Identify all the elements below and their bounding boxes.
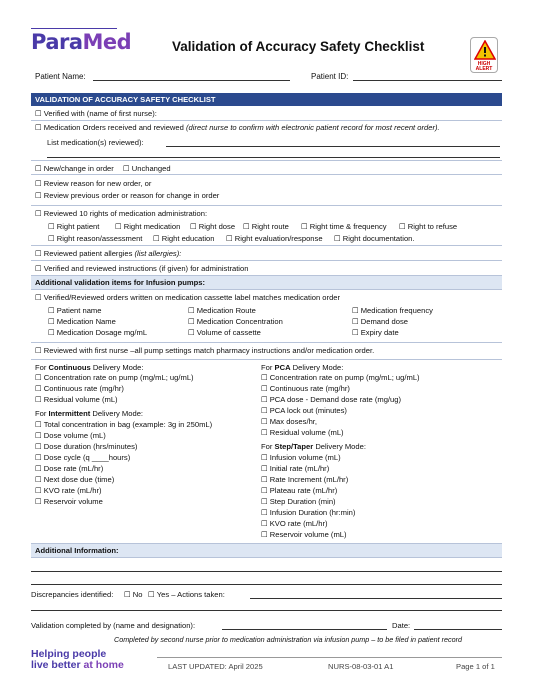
step-item[interactable]: ☐ Reservoir volume (mL)	[261, 530, 347, 540]
validation-by-field[interactable]	[222, 621, 387, 630]
section-header: VALIDATION OF ACCURACY SAFETY CHECKLIST	[31, 93, 502, 106]
patient-name-field[interactable]	[93, 72, 290, 81]
additional-info-label: Additional Information:	[35, 546, 119, 555]
footer-updated: LAST UPDATED: April 2025	[168, 662, 263, 671]
pump-settings-checkbox[interactable]: ☐ Reviewed with first nurse –all pump settings match pharmacy instructions and/or medication order.	[35, 346, 374, 356]
delivery-modes-block	[31, 360, 502, 544]
continuous-item[interactable]: ☐ Continuous rate (mg/hr)	[35, 384, 124, 394]
pca-mode-heading: For PCA Delivery Mode:	[261, 363, 344, 372]
additional-info-header	[31, 544, 502, 558]
right-time-checkbox[interactable]: ☐ Right time & frequency	[301, 222, 387, 232]
step-item[interactable]: ☐ Infusion volume (mL)	[261, 453, 341, 463]
cassette-checkbox[interactable]: ☐ Verified/Reviewed orders written on medication cassette label matches medication order	[35, 293, 340, 303]
right-route-checkbox[interactable]: ☐ Right route	[243, 222, 289, 232]
pca-item[interactable]: ☐ Max doses/hr,	[261, 417, 317, 427]
validation-by-label: Validation completed by (name and designation):	[31, 621, 196, 630]
date-label: Date:	[392, 621, 411, 630]
cassette-medication-name-checkbox[interactable]: ☐ Medication Name	[48, 317, 116, 327]
right-education-checkbox[interactable]: ☐ Right education	[153, 234, 215, 244]
intermittent-mode-heading: For Intermittent Delivery Mode:	[35, 409, 144, 418]
review-reason-checkbox[interactable]: ☐ Review reason for new order, or	[35, 179, 151, 189]
infusion-header-label: Additional validation items for Infusion pumps:	[35, 278, 206, 287]
actions-taken-field[interactable]	[250, 590, 502, 599]
cassette-row	[31, 290, 502, 343]
logo-underline	[31, 28, 117, 29]
footer-page-number: Page 1 of 1	[456, 662, 495, 671]
new-change-checkbox[interactable]: ☐ New/change in order	[35, 164, 114, 174]
right-reason-checkbox[interactable]: ☐ Right reason/assessment	[48, 234, 142, 244]
discrepancies-yes-checkbox[interactable]: ☐ Yes – Actions taken:	[148, 590, 225, 600]
continuous-item[interactable]: ☐ Concentration rate on pump (mg/mL; ug/mL)	[35, 373, 194, 383]
intermittent-item[interactable]: ☐ Total concentration in bag (example: 3g in 250mL)	[35, 420, 212, 430]
intermittent-item[interactable]: ☐ Dose cycle (q ____hours)	[35, 453, 130, 463]
page-title: Validation of Accuracy Safety Checklist	[172, 39, 425, 54]
step-item[interactable]: ☐ Rate Increment (mL/hr)	[261, 475, 348, 485]
allergies-row	[31, 246, 502, 261]
allergies-checkbox[interactable]: ☐ Reviewed patient allergies (list allergies):	[35, 249, 181, 259]
verified-with-checkbox[interactable]: ☐ Verified with (name of first nurse):	[35, 109, 157, 119]
instructions-row	[31, 261, 502, 276]
right-patient-checkbox[interactable]: ☐ Right patient	[48, 222, 99, 232]
right-refuse-checkbox[interactable]: ☐ Right to refuse	[399, 222, 457, 232]
intermittent-item[interactable]: ☐ Dose duration (hrs/minutes)	[35, 442, 137, 452]
completed-note: Completed by second nurse prior to medication administration via infusion pump – to be filed in patient record	[114, 635, 462, 644]
discrepancies-label: Discrepancies identified:	[31, 590, 114, 599]
patient-id-field[interactable]	[353, 72, 502, 81]
list-medications-field[interactable]	[166, 138, 500, 147]
medication-orders-checkbox[interactable]: ☐ Medication Orders received and reviewed (direct nurse to confirm with electronic patient record for most recent order).	[35, 123, 440, 133]
list-medications-field-2[interactable]	[47, 149, 500, 158]
footer-divider	[157, 657, 502, 658]
patient-id-label: Patient ID:	[311, 72, 349, 81]
review-reason-row	[31, 175, 502, 206]
medication-orders-row	[31, 121, 502, 161]
step-mode-heading: For Step/Taper Delivery Mode:	[261, 442, 366, 451]
paramed-logo: ParaMed	[31, 30, 132, 54]
step-item[interactable]: ☐ Infusion Duration (hr:min)	[261, 508, 355, 518]
pca-item[interactable]: ☐ Residual volume (mL)	[261, 428, 344, 438]
pca-item[interactable]: ☐ PCA dose - Demand dose rate (mg/ug)	[261, 395, 401, 405]
cassette-frequency-checkbox[interactable]: ☐ Medication frequency	[352, 306, 433, 316]
discrepancies-no-checkbox[interactable]: ☐ No	[124, 590, 142, 600]
patient-name-label: Patient Name:	[35, 72, 86, 81]
review-previous-checkbox[interactable]: ☐ Review previous order or reason for change in order	[35, 191, 219, 201]
infusion-header	[31, 276, 502, 290]
ten-rights-row	[31, 206, 502, 246]
warning-triangle-icon	[474, 40, 496, 60]
intermittent-item[interactable]: ☐ Dose volume (mL)	[35, 431, 106, 441]
intermittent-item[interactable]: ☐ Reservoir volume	[35, 497, 103, 507]
continuous-mode-heading: For Continuous Delivery Mode:	[35, 363, 144, 372]
right-medication-checkbox[interactable]: ☐ Right medication	[115, 222, 180, 232]
pca-item[interactable]: ☐ PCA lock out (minutes)	[261, 406, 347, 416]
cassette-expiry-checkbox[interactable]: ☐ Expiry date	[352, 328, 399, 338]
step-item[interactable]: ☐ KVO rate (mL/hr)	[261, 519, 328, 529]
ten-rights-checkbox[interactable]: ☐ Reviewed 10 rights of medication administration:	[35, 209, 207, 219]
right-documentation-checkbox[interactable]: ☐ Right documentation.	[334, 234, 415, 244]
cassette-concentration-checkbox[interactable]: ☐ Medication Concentration	[188, 317, 283, 327]
instructions-checkbox[interactable]: ☐ Verified and reviewed instructions (if given) for administration	[35, 264, 248, 274]
continuous-item[interactable]: ☐ Residual volume (mL)	[35, 395, 118, 405]
additional-info-line[interactable]	[31, 584, 502, 585]
actions-taken-line-2[interactable]	[31, 610, 502, 611]
pump-settings-row	[31, 343, 502, 360]
intermittent-item[interactable]: ☐ Next dose due (time)	[35, 475, 114, 485]
verified-with-row	[31, 107, 502, 121]
footer-form-code: NURS-08-03-01 A1	[328, 662, 394, 671]
date-field[interactable]	[414, 621, 502, 630]
additional-info-line[interactable]	[31, 571, 502, 572]
step-item[interactable]: ☐ Plateau rate (mL/hr)	[261, 486, 337, 496]
cassette-dosage-checkbox[interactable]: ☐ Medication Dosage mg/mL	[48, 328, 147, 338]
list-medications-label: List medication(s) reviewed):	[47, 138, 144, 147]
right-evaluation-checkbox[interactable]: ☐ Right evaluation/response	[226, 234, 323, 244]
tagline: Helping people live better at home	[31, 648, 124, 671]
order-status-row	[31, 161, 502, 175]
cassette-route-checkbox[interactable]: ☐ Medication Route	[188, 306, 256, 316]
pca-item[interactable]: ☐ Concentration rate on pump (mg/mL; ug/mL)	[261, 373, 420, 383]
high-alert-badge: HIGH ALERT	[470, 37, 498, 73]
intermittent-item[interactable]: ☐ Dose rate (mL/hr)	[35, 464, 103, 474]
step-item[interactable]: ☐ Initial rate (mL/hr)	[261, 464, 329, 474]
cassette-volume-checkbox[interactable]: ☐ Volume of cassette	[188, 328, 261, 338]
intermittent-item[interactable]: ☐ KVO rate (mL/hr)	[35, 486, 102, 496]
right-dose-checkbox[interactable]: ☐ Right dose	[190, 222, 235, 232]
pca-item[interactable]: ☐ Continuous rate (mg/hr)	[261, 384, 350, 394]
cassette-patient-name-checkbox[interactable]: ☐ Patient name	[48, 306, 101, 316]
step-item[interactable]: ☐ Step Duration (min)	[261, 497, 336, 507]
unchanged-checkbox[interactable]: ☐ Unchanged	[123, 164, 171, 174]
cassette-demand-dose-checkbox[interactable]: ☐ Demand dose	[352, 317, 408, 327]
